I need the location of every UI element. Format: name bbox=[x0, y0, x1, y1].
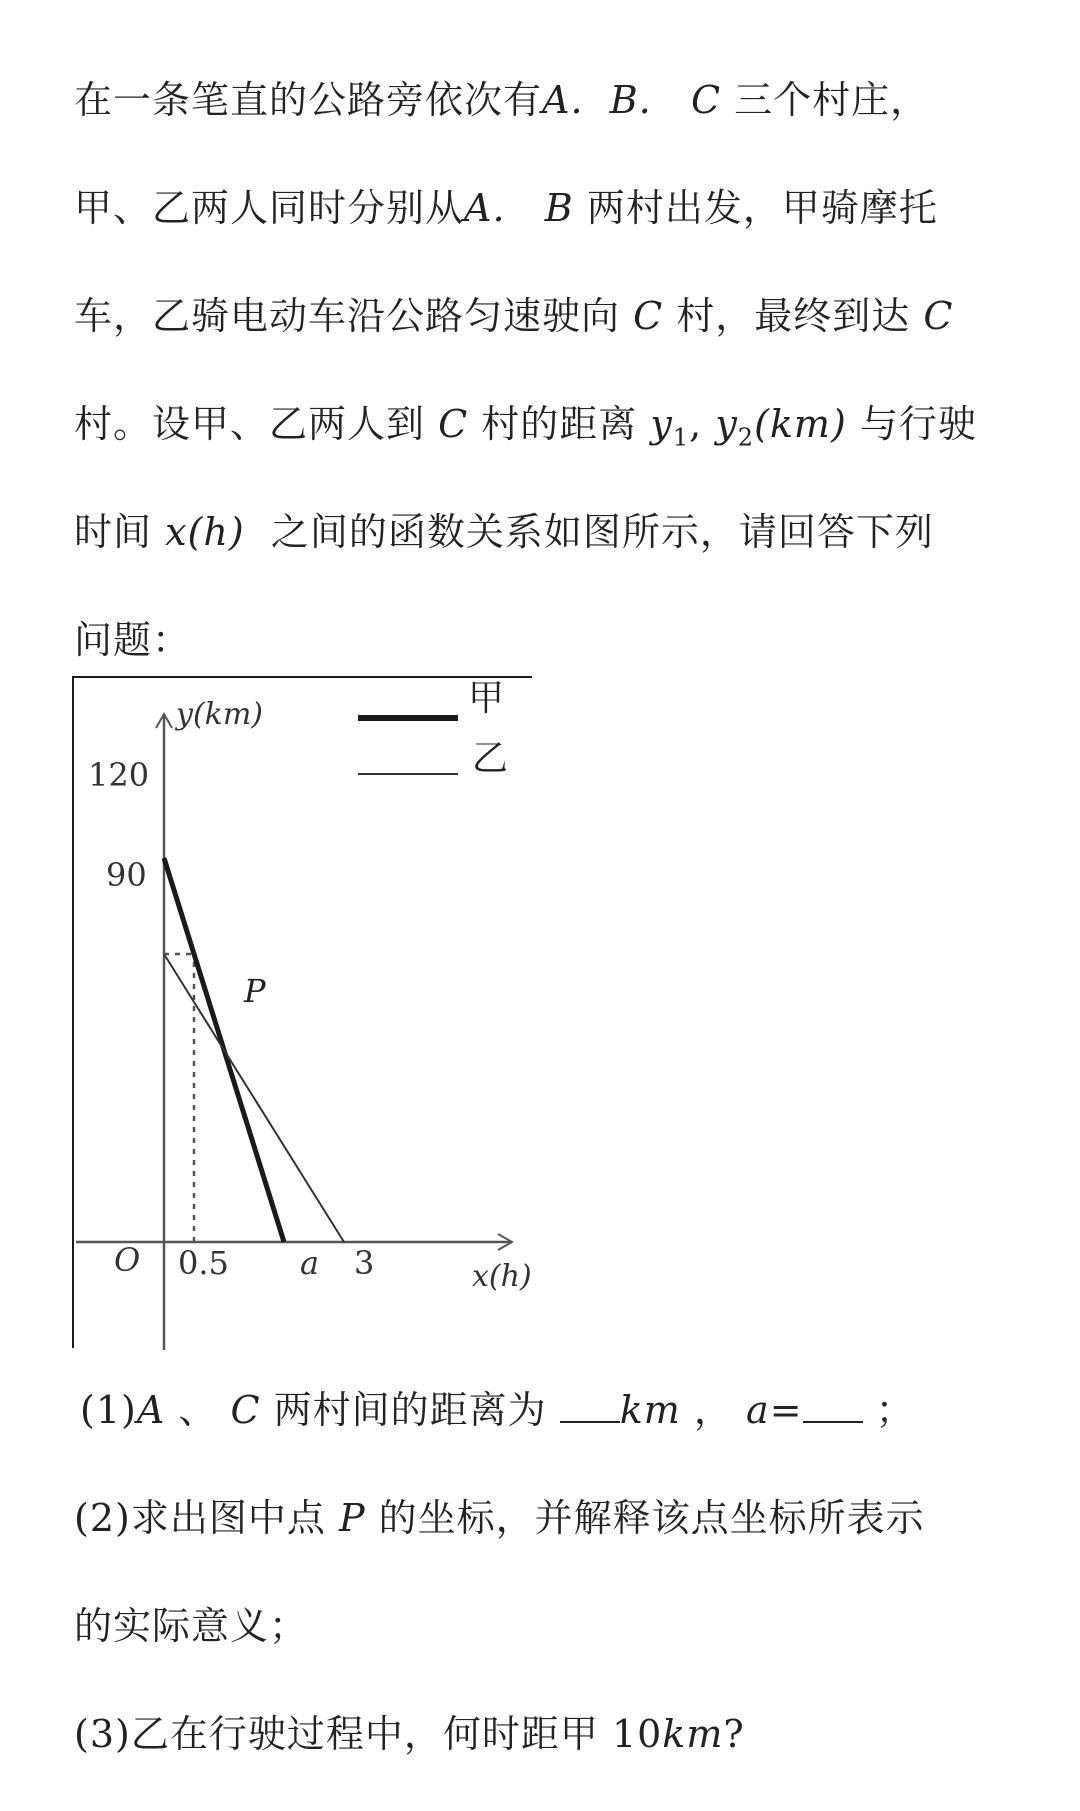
y-tick-90: 90 bbox=[106, 856, 147, 894]
origin-label: O bbox=[114, 1241, 141, 1279]
y1-variable: y bbox=[650, 402, 673, 446]
village-c-label: C bbox=[690, 78, 722, 122]
problem-line-5: 时间 x(h) 之间的函数关系如图所示，请回答下列 bbox=[74, 510, 934, 554]
time-unit: (h) bbox=[187, 510, 245, 554]
problem-line-6: 问题： bbox=[74, 618, 192, 662]
question-1: (1)A 、 C 两村间的距离为 km ， a= ； bbox=[80, 1388, 915, 1432]
problem-line-4: 村。设甲、乙两人到 C 村的距离 $y_1$, $y_2(km)$ 与行驶 bbox=[74, 402, 977, 452]
function-graph bbox=[72, 676, 534, 1350]
village-b-label: B. bbox=[609, 78, 652, 122]
distance-unit: (km) bbox=[754, 402, 847, 446]
x-variable: x bbox=[165, 510, 188, 554]
village-c-label: C bbox=[633, 294, 664, 338]
graph-svg bbox=[72, 676, 534, 1350]
question-3: (3)乙在行驶过程中，何时距甲 10km? bbox=[74, 1712, 745, 1756]
problem-statement bbox=[74, 46, 1014, 694]
question-2-line-1: (2)求出图中点 P 的坐标，并解释该点坐标所表示 bbox=[74, 1496, 925, 1540]
y-axis-label: y(km) bbox=[176, 697, 263, 732]
questions bbox=[74, 1356, 1034, 1788]
problem-line-2: 甲、乙两人同时分别从A. B 两村出发，甲骑摩托 bbox=[74, 186, 938, 230]
y2-variable: y bbox=[715, 402, 738, 446]
problem-line-1: 在一条笔直的公路旁依次有A. B. C 三个村庄， bbox=[74, 78, 930, 122]
village-c-label: C bbox=[438, 402, 469, 446]
village-b-label: B bbox=[544, 186, 574, 230]
legend-label-jia: 甲 bbox=[468, 678, 505, 719]
question-2-line-2: 的实际意义； bbox=[74, 1604, 309, 1648]
answer-blank-a[interactable] bbox=[803, 1391, 863, 1423]
village-c-label: C bbox=[923, 294, 954, 338]
x-axis-label: x(h) bbox=[472, 1259, 532, 1294]
x-tick-a: a bbox=[300, 1244, 320, 1282]
problem-line-3: 车，乙骑电动车沿公路匀速驶向 C 村，最终到达 C bbox=[74, 294, 954, 338]
x-tick-0-5: 0.5 bbox=[178, 1244, 229, 1282]
legend-label-yi: 乙 bbox=[472, 738, 509, 779]
point-p-label: P bbox=[244, 972, 266, 1010]
y-tick-120: 120 bbox=[88, 756, 150, 794]
x-tick-3: 3 bbox=[354, 1244, 375, 1282]
answer-blank-distance[interactable] bbox=[560, 1391, 620, 1423]
village-a-label: A. bbox=[464, 186, 506, 230]
village-a-label: A. bbox=[542, 78, 584, 122]
